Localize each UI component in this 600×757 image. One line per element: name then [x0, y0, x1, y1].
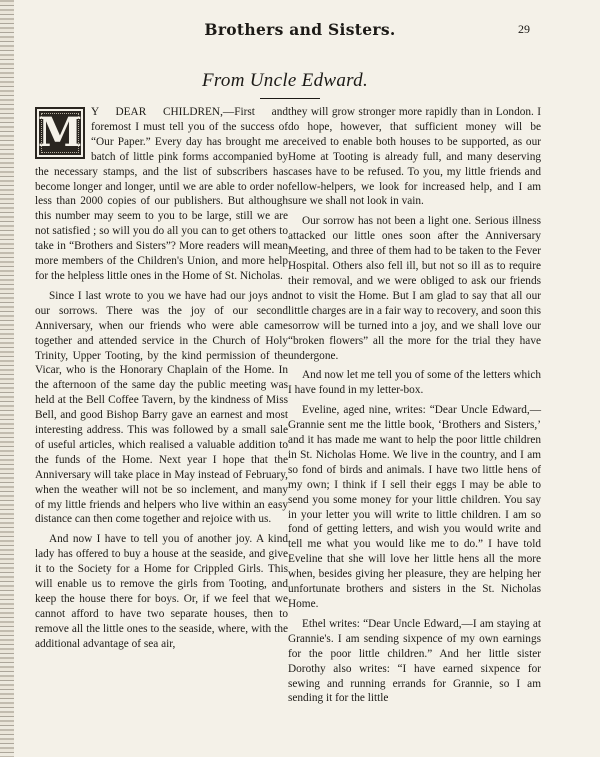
right-column: [288, 105, 541, 711]
paragraph: Eveline, aged nine, writes: “Dear Uncle Edward,—Grannie sent me the little book, ‘Brothers and Sisters,’ and it has made me want to help the poor little children in St. Nicholas Home. We live in the country, and I am so fond of birds and animals. I have two little hens of my own; I think if I sell their eggs I may be able to send you some money for your little children. You say in your letter you will write to little children. I am so fond of getting letters, and wish you would write and tell me what you would like me to do.” I have told Eveline that she will love her little hens all the more when, besides giving her pleasure, they are helping her unfortunate brothers and sisters in the St. Nicholas Home.: [288, 404, 541, 610]
paragraph: And now let me tell you of some of the letters which I have found in my letter-box.: [288, 369, 541, 397]
paragraph: Ethel writes: “Dear Uncle Edward,—I am staying at Grannie's. I am sending sixpence of my own earnings for the poor little children.” And her little sister Dorothy also writes: “I have earned sixpence for sewing and running errands for Grannie, so I am sending it for the little: [288, 617, 541, 705]
paragraph: Since I last wrote to you we have had our joys and our sorrows. There was the joy of our second Anniversary, when our friends who were able came together and attended service in the Church of Holy Trinity, Upper Tooting, by the kind permission of the Vicar, who is the Honorary Chaplain of the Home. In the afternoon of the same day the public meeting was held at the Bell Coffee Tavern, by the kindness of Miss Bell, and good Bishop Barry gave an earnest and most interesting address. This was followed by a small sale of useful articles, which realised a valuable addition to the funds of the Home. Next year I hope that the Anniversary will take place in May instead of February, when the weather will not be so inclement, and many of my little friends and helpers who live within an easy distance can then come together and rejoice with us.: [35, 289, 288, 526]
paragraph: they will grow stronger more rapidly than in London. I do hope, however, that sufficient money will be received to enable both houses to be supported, as our Home at Tooting is already full, and many deserving cases have to be refused. To you, my little friends and fellow-helpers, we look for increased help, and I am sure we shall not look in vain.: [288, 106, 541, 208]
page-number: 29: [518, 22, 530, 36]
left-column: [35, 105, 288, 657]
opening-paragraph: [35, 105, 288, 284]
article-title: From Uncle Edward.: [202, 70, 368, 91]
paragraph: And now I have to tell you of another joy. A kind lady has offered to buy a house at the seaside, and give it to the Society for a Home for Crippled Girls. This will enable us to remove the girls from Tooting, and keep the house there for boys. Or, if we feel that we cannot afford to have two separate houses, then to remove all the little ones to the seaside, where, with the additional advantage of sea air,: [35, 533, 288, 650]
binding-edge: [0, 0, 14, 757]
drop-cap-initial: M: [35, 107, 85, 159]
paragraph: Our sorrow has not been a light one. Serious illness attacked our little ones soon after the Anniversary Meeting, and three of them had to be taken to the Fever Hospital. Others also fell ill, but not so ill as to require their removal, and we were obliged to ask our friends not to visit the Home. But I am glad to say that all our little charges are in a fair way to recovery, and soon this sorrow will be turned into a joy, and we shall love our “broken flowers” all the more for the trial they have undergone.: [288, 215, 541, 362]
paragraph-text: Y DEAR CHILDREN,—First and foremost I must tell you of the success of “Our Paper.” Every day has brought me a batch of little pink forms accompanied by the necessary stamps, and the list of subscribers has become longer and longer, until we are able to order no less than 2000 copies of our publishers. But although this number may seem to you to be large, still we are not satisfied ; so will you do all you can to get others to take in “Brothers and Sisters”? More readers will mean more members of the Children's Union, and more help for the helpless little ones in the Home of St. Nicholas.: [35, 106, 288, 282]
title-rule: [260, 98, 320, 99]
running-title: Brothers and Sisters.: [204, 20, 396, 39]
